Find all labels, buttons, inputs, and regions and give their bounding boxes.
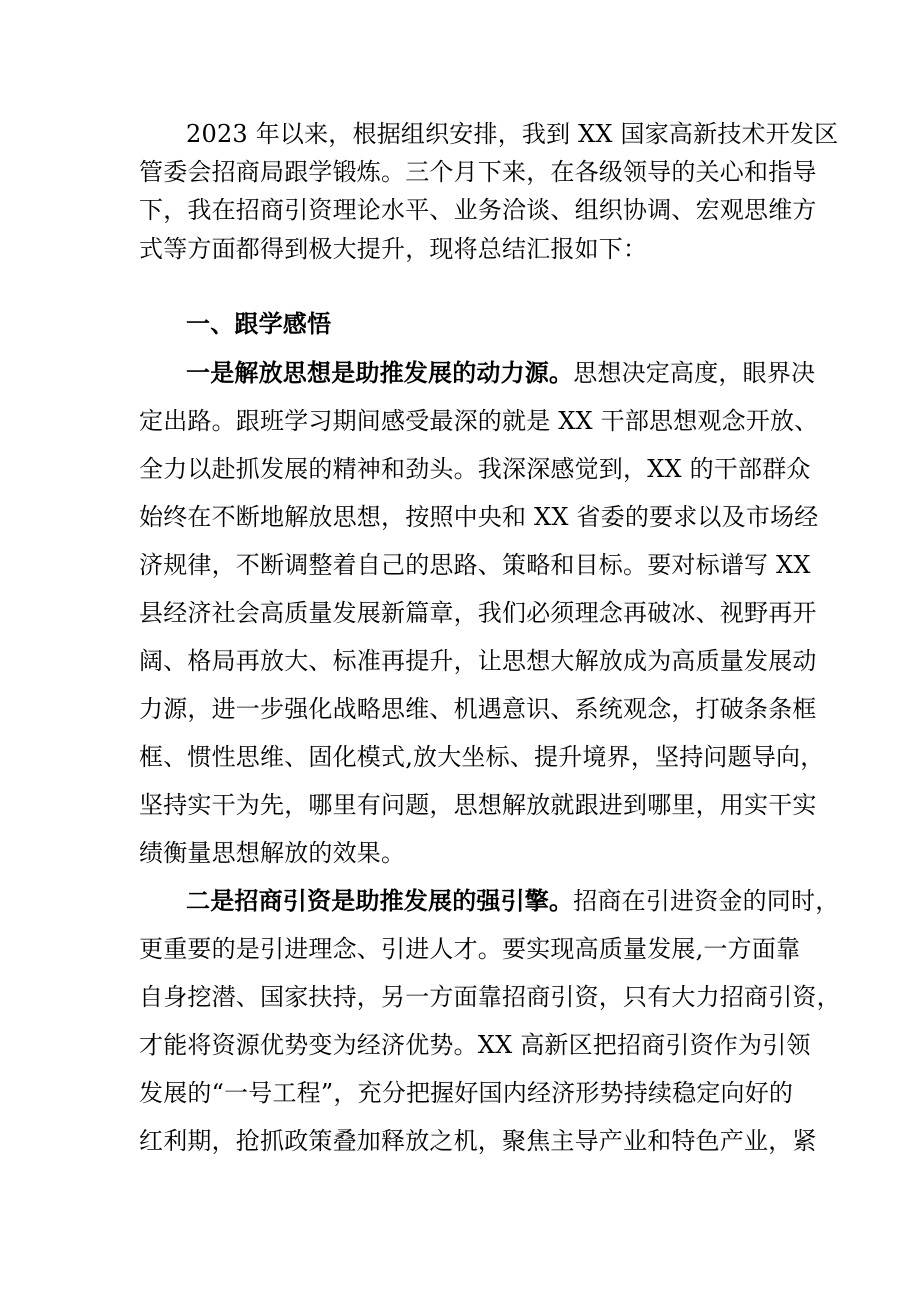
intro-line-1: 2023 年以来，根据组织安排，我到 XX 国家高新技术开发区	[186, 120, 839, 148]
intro-line-4: 式等方面都得到极大提升，现将总结汇报如下：	[139, 235, 648, 263]
intro-line-2: 管委会招商局跟学锻炼。三个月下来，在各级领导的关心和指导	[139, 158, 817, 186]
point2-line: 才能将资源优势变为经济优势。XX 高新区把招商引资作为引领	[139, 1031, 811, 1059]
point1-line: 定出路。跟班学习期间感受最深的就是 XX 干部思想观念开放、	[139, 407, 819, 435]
point1-title: 一是解放思想是助推发展的动力源。	[186, 358, 574, 387]
section-heading: 一、跟学感悟	[186, 309, 332, 338]
point1-line: 始终在不断地解放思想，按照中央和 XX 省委的要求以及市场经	[139, 503, 819, 531]
point1-line: 阔、格局再放大、标准再提升，让思想大解放成为高质量发展动	[139, 647, 817, 675]
point1-first-line-rest: 思想决定高度，眼界决	[573, 359, 816, 387]
point1-line: 框、惯性思维、固化模式,放大坐标、提升境界，坚持问题导向，	[139, 743, 825, 771]
point2-line: 更重要的是引进理念、引进人才。要实现高质量发展,一方面靠	[139, 935, 801, 963]
point1-line: 济规律，不断调整着自己的思路、策略和目标。要对标谱写 XX	[139, 551, 811, 579]
intro-line-3: 下，我在招商引资理论水平、业务洽谈、组织协调、宏观思维方	[139, 196, 817, 224]
point1-line: 坚持实干为先，哪里有问题，思想解放就跟进到哪里，用实干实	[139, 791, 817, 819]
point1-line: 全力以赴抓发展的精神和劲头。我深深感觉到，XX 的干部群众	[139, 455, 811, 483]
point2-line: 自身挖潜、国家扶持，另一方面靠招商引资，只有大力招商引资，	[139, 983, 841, 1011]
point1-line: 力源，进一步强化战略思维、机遇意识、系统观念，打破条条框	[139, 695, 817, 723]
point1-line: 绩衡量思想解放的效果。	[139, 839, 406, 867]
point2-first-line	[186, 886, 839, 916]
point1-line: 县经济社会高质量发展新篇章，我们必须理念再破冰、视野再开	[139, 599, 817, 627]
point1-first-line	[186, 358, 815, 388]
point2-first-line-rest: 招商在引进资金的同时，	[573, 887, 840, 915]
point2-line: 红利期，抢抓政策叠加释放之机，聚焦主导产业和特色产业，紧	[139, 1127, 817, 1155]
point2-title: 二是招商引资是助推发展的强引擎。	[186, 886, 574, 915]
point2-line: 发展的“一号工程”，充分把握好国内经济形势持续稳定向好的	[139, 1079, 794, 1107]
